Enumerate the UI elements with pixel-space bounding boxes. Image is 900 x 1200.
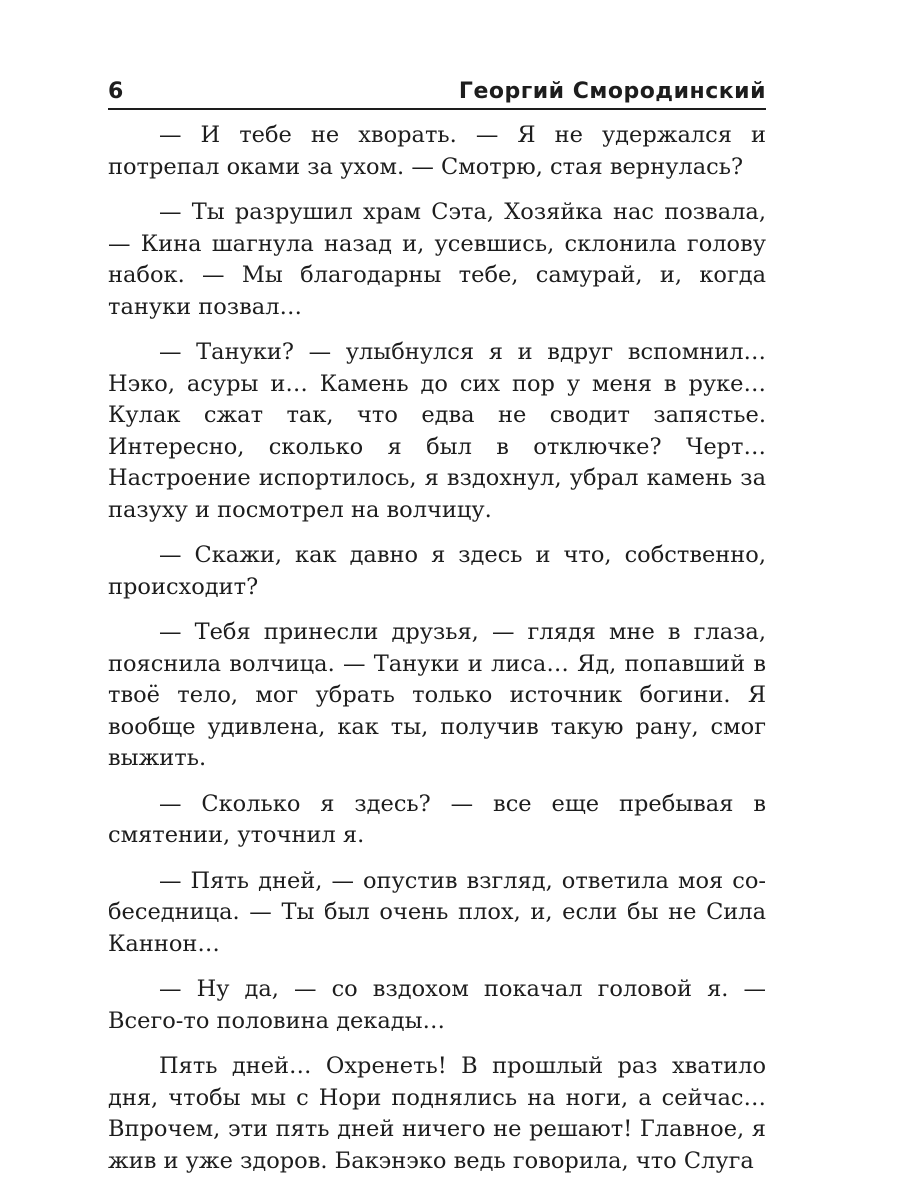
paragraph-6: — Сколько я здесь? — все еще пребывая в смятении, уточнил я. bbox=[108, 790, 766, 848]
running-header bbox=[108, 70, 766, 110]
body-text bbox=[108, 120, 766, 1177]
author-name: Георгий Смородинский bbox=[458, 79, 766, 104]
page-number: 6 bbox=[108, 79, 124, 104]
paragraph-4: — Скажи, как давно я здесь и что, собственно, происходит? bbox=[108, 542, 766, 600]
paragraph-9: Пять дней… Охренеть! В прошлый раз хватило дня, чтобы мы с Нори поднялись на ноги, а сейчас… Впрочем, эти пять дней ничего не решают! Главное, я жив и уже здоров. Бакэнэко ведь говорила, что Слуга bbox=[108, 1053, 766, 1174]
paragraph-7: — Пять дней, — опустив взгляд, ответила моя собеседница. — Ты был очень плох, и, если бы не Сила Каннон… bbox=[108, 867, 766, 957]
paragraph-2: — Ты разрушил храм Сэта, Хозяйка нас позвала, — Кина шагнула назад и, усевшись, склонила голову набок. — Мы благодарны тебе, самурай, и, когда тануки позвал… bbox=[108, 199, 766, 320]
paragraph-1: — И тебе не хворать. — Я не удержался и потрепал оками за ухом. — Смотрю, стая вернулась? bbox=[108, 122, 766, 180]
paragraph-5: — Тебя принесли друзья, — глядя мне в глаза, пояснила волчица. — Тануки и лиса… Яд, попавший в твоё тело, мог убрать только источник богини. Я вообще удивлена, как ты, получив такую рану, смог выжить. bbox=[108, 619, 766, 771]
book-page bbox=[108, 70, 766, 1177]
paragraph-8: — Ну да, — со вздохом покачал головой я. — Всего-то половина декады… bbox=[108, 976, 766, 1034]
paragraph-3: — Тануки? — улыбнулся я и вдруг вспомнил… Нэко, асуры и… Камень до сих пор у меня в руке… Кулак сжат так, что едва не сводит запястье. Интересно, сколько я был в отключке? Черт… Настроение испортилось, я вздохнул, убрал камень за пазуху и посмотрел на волчицу. bbox=[108, 339, 766, 523]
